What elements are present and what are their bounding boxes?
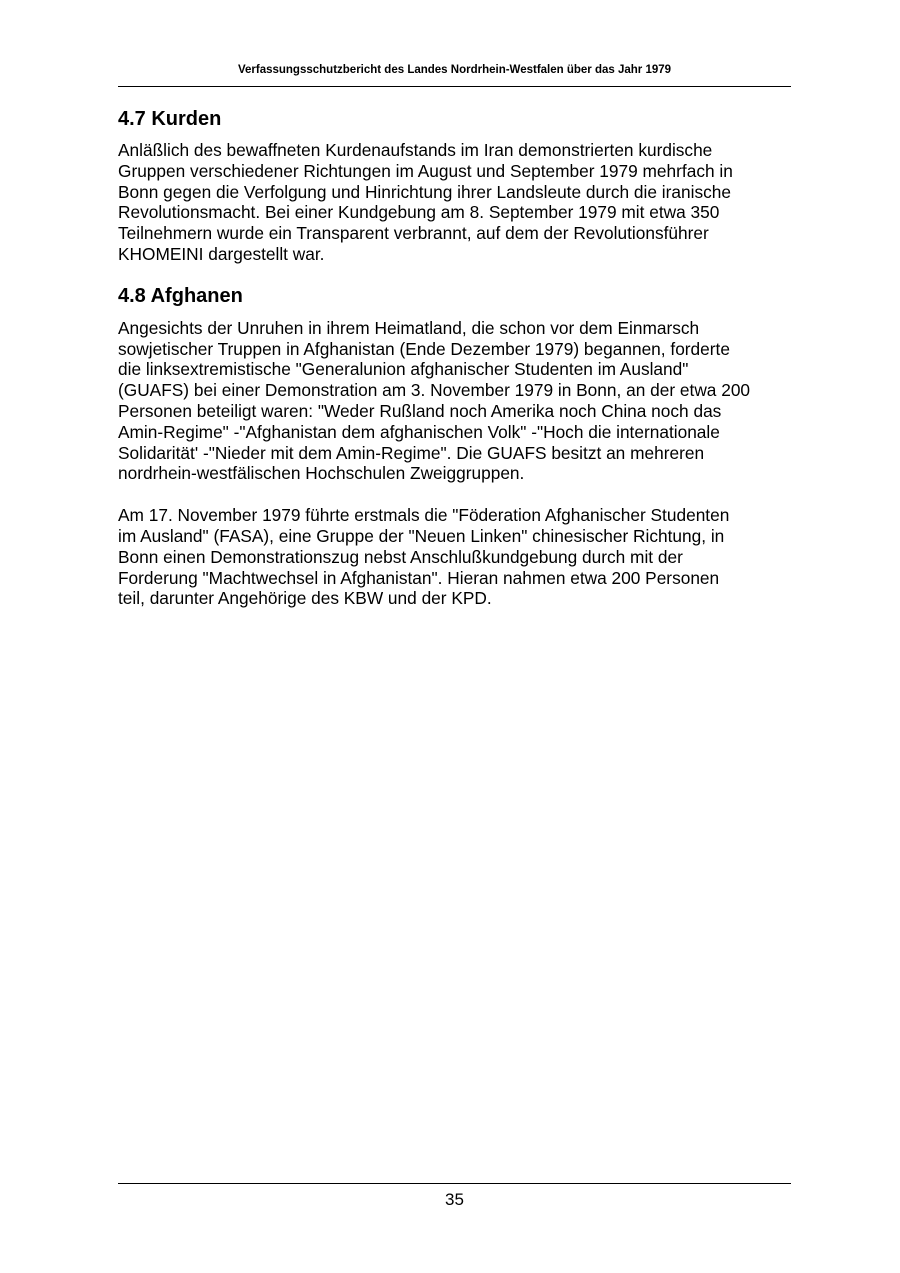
- header-divider: [118, 86, 791, 87]
- section-title-kurden: 4.7 Kurden: [118, 108, 222, 130]
- text-line: Bonn gegen die Verfolgung und Hinrichtung ihrer Landsleute durch die iranische: [118, 181, 731, 202]
- text-line: Revolutionsmacht. Bei einer Kundgebung am 8. September 1979 mit etwa 350: [118, 202, 720, 223]
- footer-divider: [118, 1183, 791, 1184]
- text-line: Angesichts der Unruhen in ihrem Heimatland, die schon vor dem Einmarsch: [118, 317, 700, 338]
- page-content: [118, 105, 798, 609]
- text-line: Am 17. November 1979 führte erstmals die "Föderation Afghanischer Studenten: [118, 505, 730, 526]
- section-body-afghanen: [118, 318, 798, 609]
- paragraph-fasa: [118, 505, 798, 609]
- text-line: sowjetischer Truppen in Afghanistan (Ende Dezember 1979) begannen, forderte: [118, 338, 730, 359]
- text-line: Teilnehmern wurde ein Transparent verbrannt, auf dem der Revolutionsführer: [118, 223, 709, 244]
- text-line: Personen beteiligt waren: "Weder Rußland noch Amerika noch China noch das: [118, 400, 722, 421]
- section-body-kurden: [118, 140, 798, 265]
- paragraph-guafs: [118, 318, 798, 484]
- text-line: Forderung "Machtwechsel in Afghanistan". Hieran nahmen etwa 200 Personen: [118, 567, 720, 588]
- section-title-afghanen: 4.8 Afghanen: [118, 284, 243, 307]
- text-line: (GUAFS) bei einer Demonstration am 3. November 1979 in Bonn, an der etwa 200: [118, 380, 751, 401]
- page-number: 35: [445, 1190, 464, 1209]
- text-line: nordrhein-westfälischen Hochschulen Zweiggruppen.: [118, 463, 525, 484]
- text-line: KHOMEINI dargestellt war.: [118, 243, 325, 264]
- text-line: die linksextremistische "Generalunion afghanischer Studenten im Ausland": [118, 359, 689, 380]
- running-header: Verfassungsschutzbericht des Landes Nordrhein-Westfalen über das Jahr 1979: [237, 64, 672, 76]
- text-line: Bonn einen Demonstrationszug nebst Anschlußkundgebung durch mit der: [118, 546, 683, 567]
- paragraph-kurden: [118, 140, 798, 265]
- text-line: Anläßlich des bewaffneten Kurdenaufstands im Iran demonstrierten kurdische: [118, 140, 713, 160]
- text-line: Solidarität' -"Nieder mit dem Amin-Regime". Die GUAFS besitzt an mehreren: [118, 442, 705, 463]
- text-line: im Ausland" (FASA), eine Gruppe der "Neuen Linken" chinesischer Richtung, in: [118, 525, 725, 546]
- text-line: Amin-Regime" -"Afghanistan dem afghanischen Volk" -"Hoch die internationale: [118, 421, 720, 442]
- text-line: teil, darunter Angehörige des KBW und der KPD.: [118, 588, 492, 609]
- text-line: Gruppen verschiedener Richtungen im August und September 1979 mehrfach in: [118, 160, 733, 181]
